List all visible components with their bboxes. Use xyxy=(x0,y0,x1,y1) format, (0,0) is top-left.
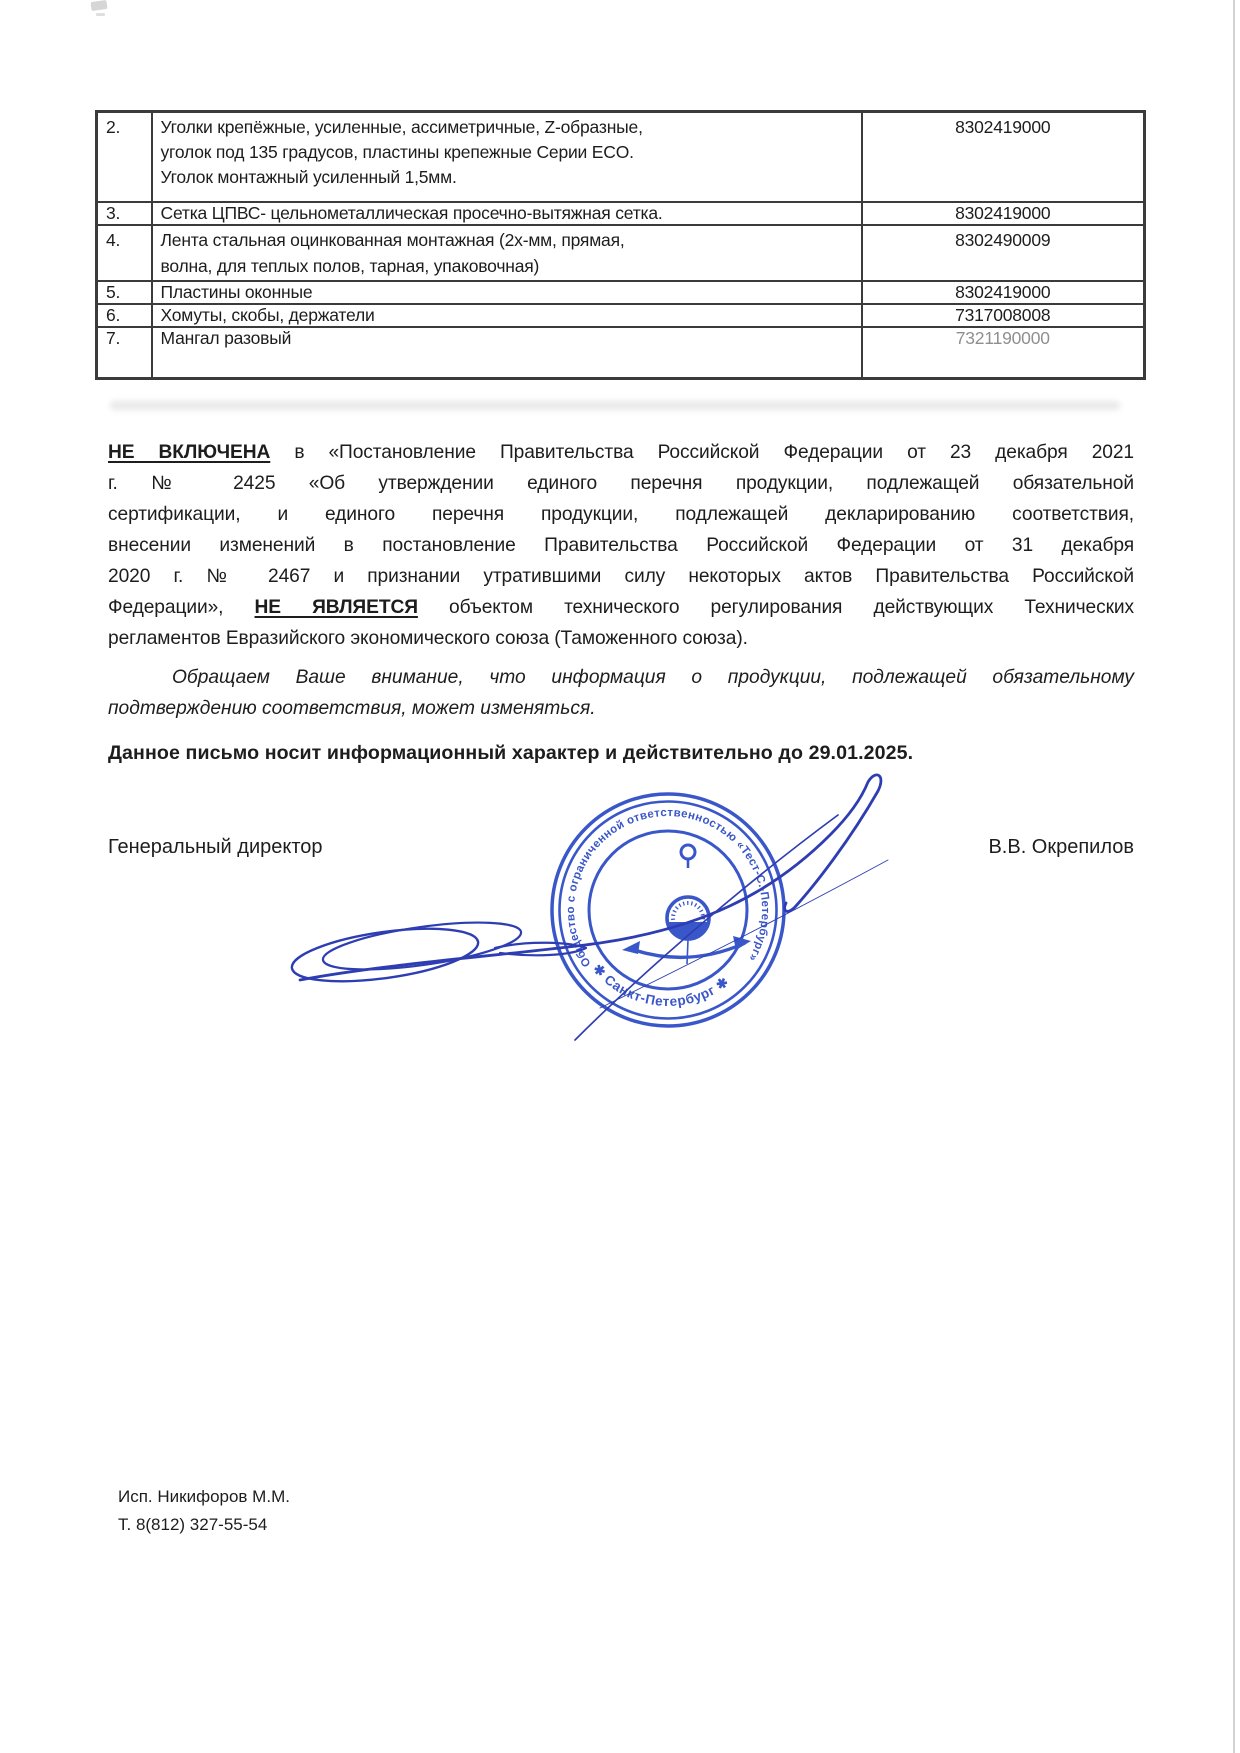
products-table xyxy=(95,110,1143,380)
row-number-cell: 5. xyxy=(97,281,152,304)
table-row xyxy=(97,327,1145,379)
scan-smudge-top-left xyxy=(90,0,107,11)
product-description-cell: Мангал разовый xyxy=(152,327,862,379)
description-line: Лента стальная оцинкованная монтажная (2х-мм, прямая, xyxy=(160,230,625,250)
director-signature xyxy=(270,685,900,1055)
scan-edge-right xyxy=(1233,0,1235,1753)
stamp-ring-text: Общество с ограниченной ответственностью «Тест-С.-Петербург» xyxy=(565,806,772,969)
description-line: волна, для теплых полов, тарная, упаковочная) xyxy=(160,256,540,276)
product-description-cell xyxy=(152,225,862,281)
signature-stroke xyxy=(289,775,888,1040)
notice-line: подтверждению соответствия, может изменяться. xyxy=(108,698,596,719)
hs-code-cell: 8302419000 xyxy=(862,112,1145,203)
signatory-title: Генеральный директор xyxy=(108,836,323,858)
paragraph-line: регламентов Евразийского экономического союза (Таможенного союза). xyxy=(108,628,748,649)
paragraph-line: сертификации, и единого перечня продукции, подлежащей декларированию соответствия, xyxy=(108,504,1134,525)
table-row xyxy=(97,225,1145,281)
table-row xyxy=(97,304,1145,327)
description-line: Уголки крепёжные, усиленные, ассиметричные, Z-образные, xyxy=(160,117,643,137)
table-row xyxy=(97,281,1145,304)
row-number-cell: 3. xyxy=(97,202,152,225)
notice-line: Обращаем Ваше внимание, что информация о продукции, подлежащей обязательному xyxy=(172,667,1134,688)
executor-phone: Т. 8(812) 327-55-54 xyxy=(118,1515,268,1534)
hs-code-cell: 8302490009 xyxy=(862,225,1145,281)
not-included-paragraph xyxy=(108,437,1134,654)
product-description-cell: Сетка ЦПВС- цельнометаллическая просечно-вытяжная сетка. xyxy=(152,202,862,225)
row-number-cell: 6. xyxy=(97,304,152,327)
row-number-cell: 2. xyxy=(97,112,152,203)
paragraph-line: НЕ ВКЛЮЧЕНА в «Постановление Правительства Российской Федерации от 23 декабря 2021 xyxy=(108,442,1134,463)
row-number-cell: 7. xyxy=(97,327,152,379)
executor-name: Исп. Никифоров М.М. xyxy=(118,1487,290,1506)
paragraph-line: Федерации», НЕ ЯВЛЯЕТСЯ объектом технического регулирования действующих Технических xyxy=(108,597,1134,618)
product-description-cell xyxy=(152,112,862,203)
hs-code-cell: 8302419000 xyxy=(862,281,1145,304)
table-row xyxy=(97,112,1145,203)
description-line: уголок под 135 градусов, пластины крепежные Серии ECO. xyxy=(160,142,634,162)
hs-code-cell: 7317008008 xyxy=(862,304,1145,327)
footer-block xyxy=(118,1483,290,1539)
hs-code-cell: 8302419000 xyxy=(862,202,1145,225)
table-scan-shadow xyxy=(110,401,1120,410)
table-row xyxy=(97,202,1145,225)
validity-statement: Данное письмо носит информационный характер и действительно до 29.01.2025. xyxy=(108,742,914,764)
hs-code-cell: 7321190000 xyxy=(862,327,1145,379)
signatory-name: В.В. Окрепилов xyxy=(988,836,1134,858)
paragraph-line: внесении изменений в постановление Правительства Российской Федерации от 31 декабря xyxy=(108,535,1134,556)
stamp-city-text: ✱ Санкт-Петербург ✱ xyxy=(589,961,732,1009)
paragraph-line: 2020 г. № 2467 и признании утратившими силу некоторых актов Правительства Российской xyxy=(108,566,1134,587)
product-description-cell: Пластины оконные xyxy=(152,281,862,304)
paragraph-line: г. № 2425 «Об утверждении единого перечня продукции, подлежащей обязательной xyxy=(108,473,1134,494)
not-included-label: НЕ ВКЛЮЧЕНА xyxy=(108,442,271,463)
not-regulated-label: НЕ ЯВЛЯЕТСЯ xyxy=(254,597,418,618)
row-number-cell: 4. xyxy=(97,225,152,281)
product-description-cell: Хомуты, скобы, держатели xyxy=(152,304,862,327)
scan-smudge-top-left-2 xyxy=(96,13,105,16)
description-line: Уголок монтажный усиленный 1,5мм. xyxy=(160,167,457,187)
